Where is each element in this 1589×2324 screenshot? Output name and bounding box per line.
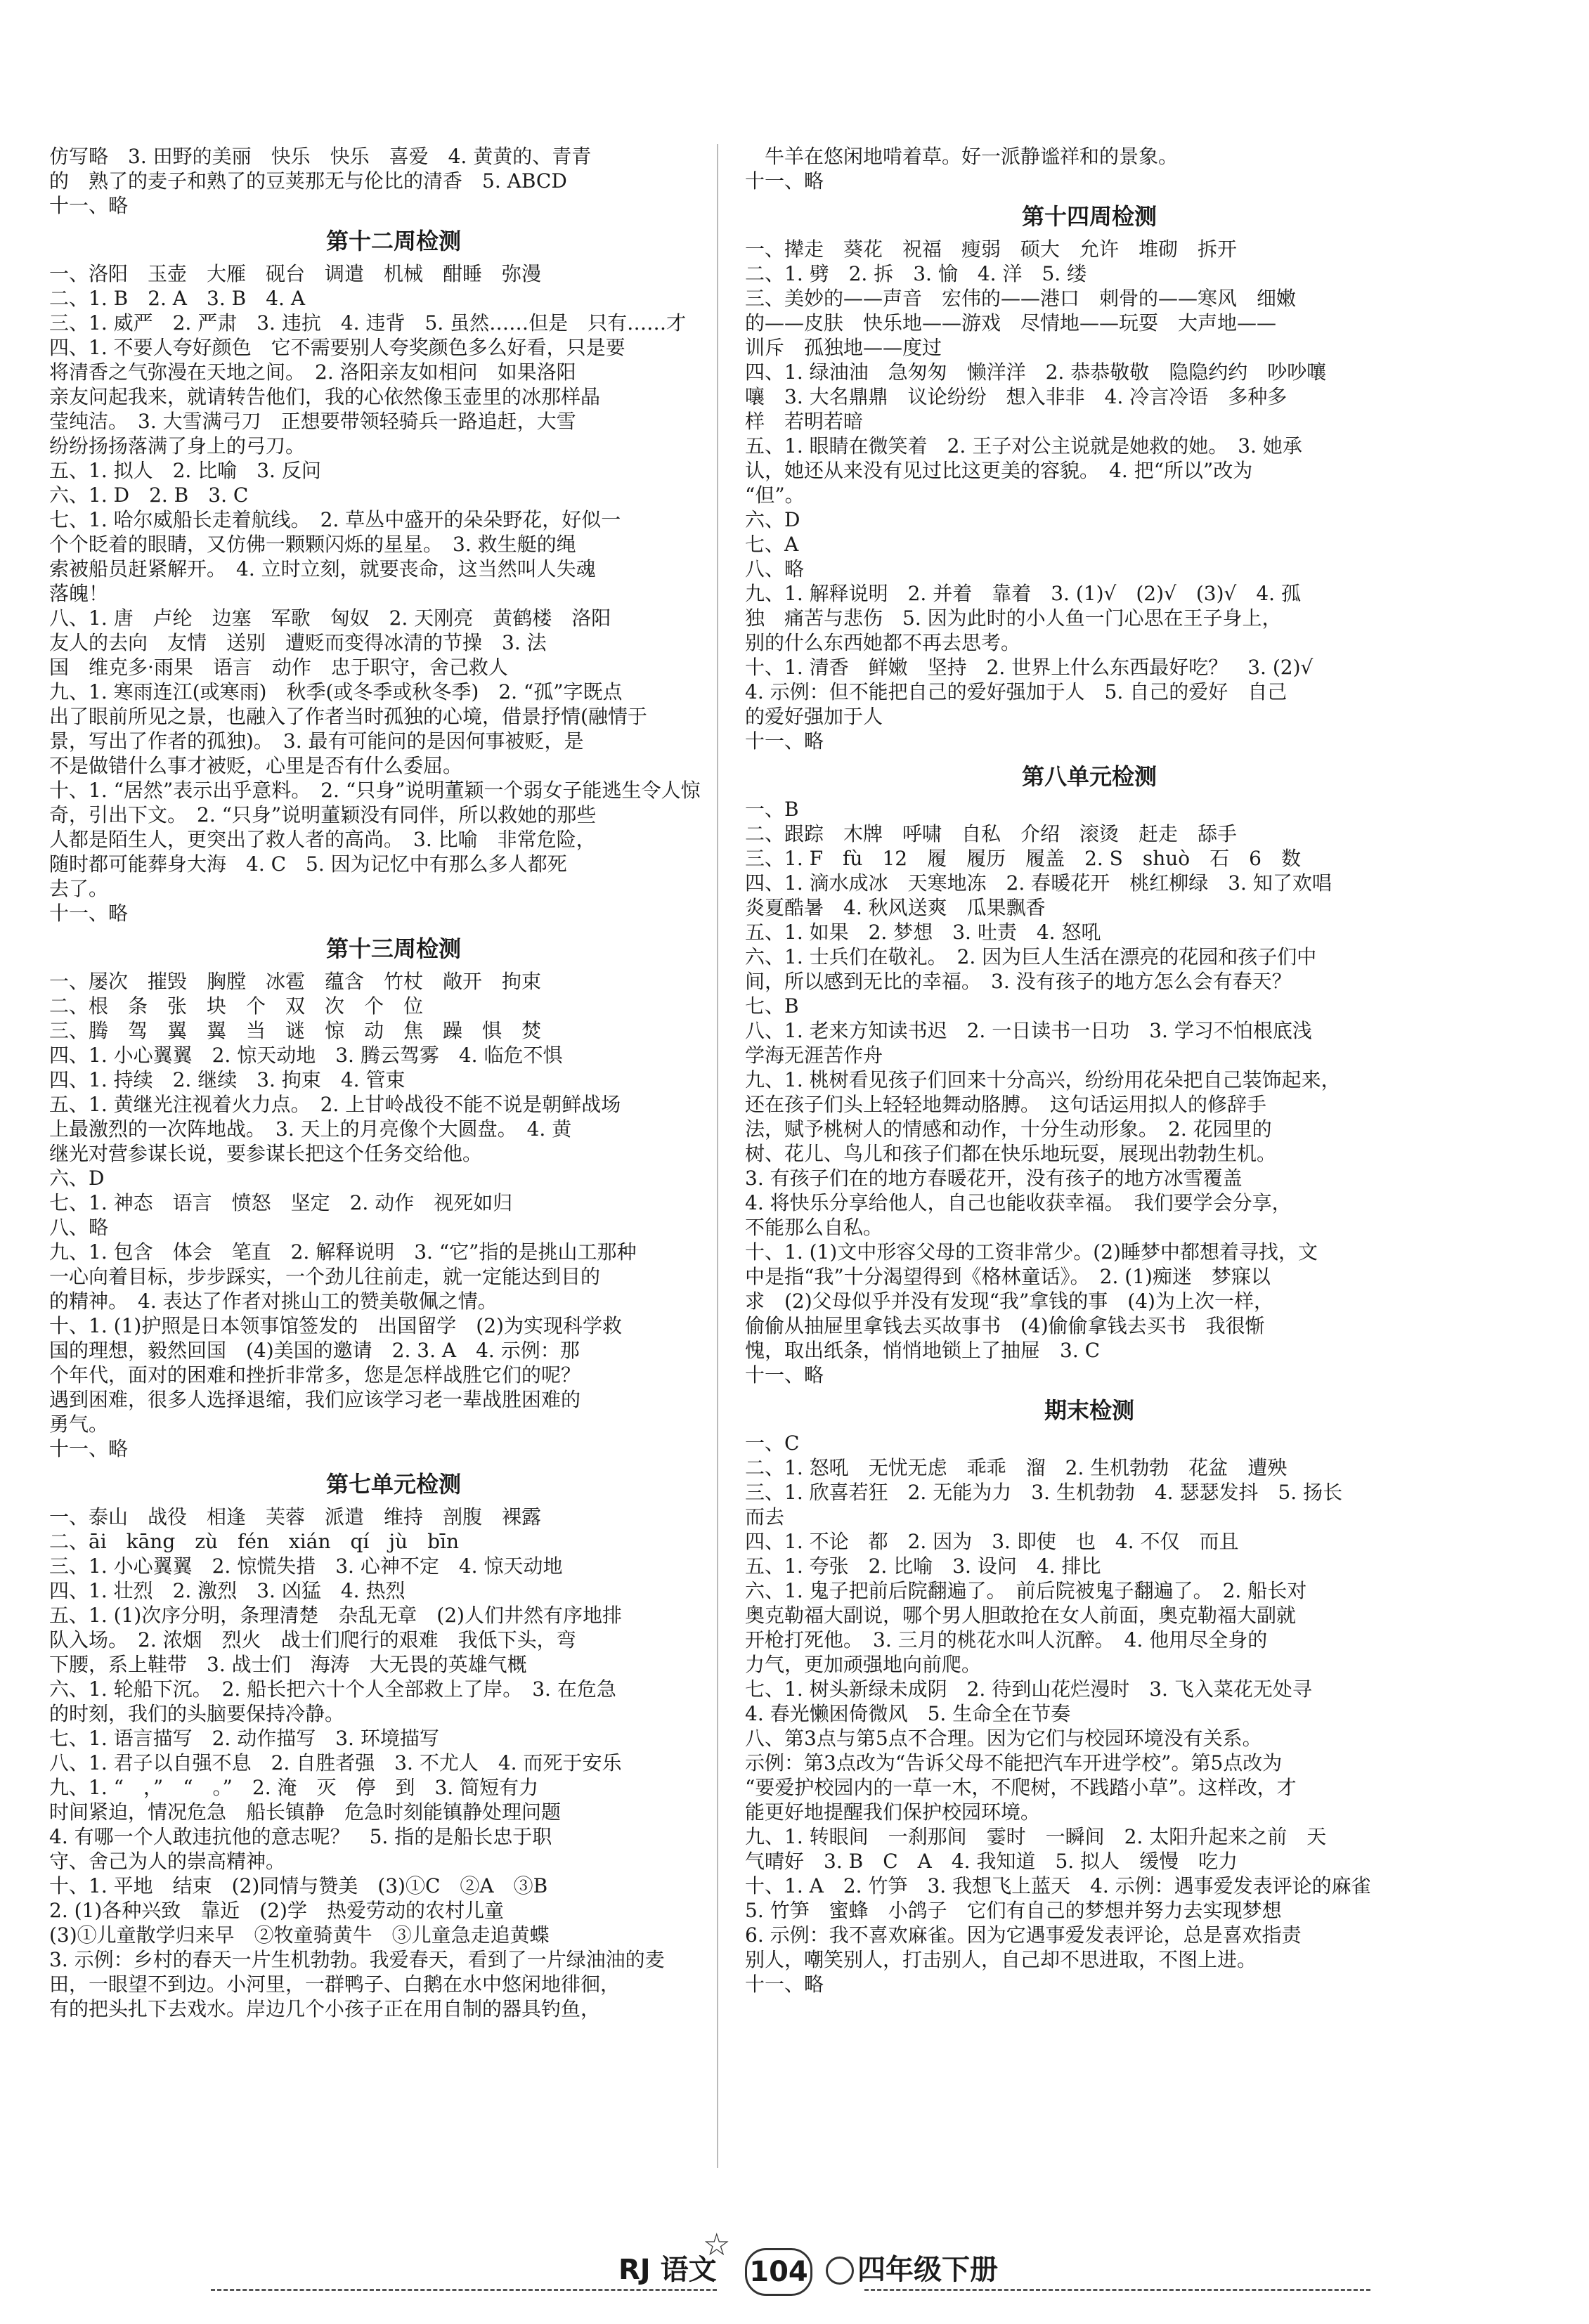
answer-line: 气晴好 3. B C A 4. 我知道 5. 拟人 缓慢 吃力 [745, 1850, 1238, 1873]
right-column [745, 144, 1434, 1997]
answer-line: 三、1. 威严 2. 严肃 3. 违抗 4. 违背 5. 虽然……但是 只有……才 [49, 311, 687, 335]
answer-line: 一、撵走 葵花 祝福 瘦弱 硕大 允许 堆砌 拆开 [745, 238, 1238, 261]
answer-line: 守、舍己为人的崇高精神。 [49, 1850, 286, 1873]
page-number: 104 [745, 2248, 812, 2296]
answer-line: 3. 有孩子们在的地方春暖花开，没有孩子的地方冰雪覆盖 [745, 1167, 1243, 1190]
answer-line: 嚷 3. 大名鼎鼎 议论纷纷 想入非非 4. 冷言冷语 多种多 [745, 385, 1288, 408]
answer-line: 3. 示例：乡村的春天一片生机勃勃。我爱春天，看到了一片绿油油的麦 [49, 1948, 665, 1971]
answer-line: 八、1. 君子以自强不息 2. 自胜者强 3. 不尤人 4. 而死于安乐 [49, 1751, 622, 1774]
answer-line: 九、1. 转眼间 一刹那间 霎时 一瞬间 2. 太阳升起来之前 天 [745, 1825, 1327, 1848]
answer-line: 十一、略 [49, 194, 129, 217]
answer-line: 七、1. 树头新绿未成阴 2. 待到山花烂漫时 3. 飞入菜花无处寻 [745, 1677, 1312, 1701]
answer-line: 九、1. “ ，” “ 。” 2. 淹 灭 停 到 3. 简短有力 [49, 1776, 539, 1799]
answer-line: 能更好地提醒我们保护校园环境。 [745, 1800, 1041, 1824]
answer-line: 的时刻，我们的头脑要保持冷静。 [49, 1702, 345, 1725]
answer-line: 而去 [745, 1505, 785, 1528]
answer-line: 将清香之气弥漫在天地之间。 2. 洛阳亲友如相问 如果洛阳 [49, 361, 576, 384]
answer-line: 六、1. 鬼子把前后院翻遍了。 前后院被鬼子翻遍了。 2. 船长对 [745, 1579, 1307, 1602]
answer-line: 样 若明若暗 [745, 410, 864, 433]
answer-line: 三、腾 驾 翼 翼 当 谜 惊 动 焦 躁 惧 焚 [49, 1019, 542, 1042]
answer-line: 五、1. 如果 2. 梦想 3. 吐责 4. 怒吼 [745, 921, 1101, 944]
answer-line: 田，一眼望不到边。小河里，一群鸭子、白鹅在水中悠闲地徘徊， [49, 1973, 621, 1996]
answer-line: 友人的去向 友情 送别 遭贬而变得冰清的节操 3. 法 [49, 631, 547, 654]
answer-line: 十一、略 [745, 1363, 824, 1387]
answer-line: 三、1. 欣喜若狂 2. 无能为力 3. 生机勃勃 4. 瑟瑟发抖 5. 扬长 [745, 1481, 1343, 1504]
answer-line: 十、1. (1)护照是日本领事馆签发的 出国留学 (2)为实现科学救 [49, 1314, 622, 1337]
answer-line: 八、第3点与第5点不合理。因为它们与校园环境没有关系。 [745, 1727, 1262, 1750]
answer-line: 莹纯洁。 3. 大雪满弓刀 正想要带领轻骑兵一路追赶，大雪 [49, 410, 576, 433]
answer-line: 求 (2)父母似乎并没有发现“我”拿钱的事 (4)为上次一样， [745, 1290, 1273, 1313]
answer-line: 二、1. 劈 2. 拆 3. 愉 4. 洋 5. 缕 [745, 262, 1087, 285]
section-title: 期末检测 [1044, 1397, 1134, 1424]
footer-grade: 四年级下册 [857, 2254, 998, 2286]
answer-line: 七、1. 神态 语言 愤怒 坚定 2. 动作 视死如归 [49, 1191, 513, 1214]
section-title: 第七单元检测 [325, 1471, 461, 1498]
answer-line: 仿写略 3. 田野的美丽 快乐 快乐 喜爱 4. 黄黄的、青青 [49, 145, 592, 168]
answer-line: 二、跟踪 木牌 呼啸 自私 介绍 滚烫 赶走 舔手 [745, 822, 1238, 845]
answer-line: 4. 示例：但不能把自己的爱好强加于人 5. 自己的爱好 自己 [745, 680, 1288, 703]
answer-line: 学海无涯苦作舟 [745, 1044, 883, 1067]
answer-line: 国 维克多·雨果 语言 动作 忠于职守，舍己救人 [49, 656, 508, 679]
answer-line: 九、1. 解释说明 2. 并着 靠着 3. (1)√ (2)√ (3)√ 4. 孤 [745, 582, 1301, 605]
answer-line: 六、1. 轮船下沉。 2. 船长把六十个人全部救上了岸。 3. 在危急 [49, 1677, 616, 1701]
answer-line: 三、1. 小心翼翼 2. 惊慌失措 3. 心神不定 4. 惊天动地 [49, 1554, 563, 1578]
answer-line: 七、1. 哈尔威船长走着航线。 2. 草丛中盛开的朵朵野花，好似一 [49, 508, 621, 531]
answer-line: 三、美妙的——声音 宏伟的——港口 刺骨的——寒风 细嫩 [745, 287, 1297, 310]
answer-line: 的——皮肤 快乐地——游戏 尽情地——玩耍 大声地—— [745, 311, 1277, 335]
answer-line: 落魄！ [49, 582, 109, 605]
answer-line: 国的理想，毅然回国 (4)美国的邀请 2. 3. A 4. 示例：那 [49, 1339, 580, 1362]
answer-line: 4. 有哪一个人敢违抗他的意志呢？ 5. 指的是船长忠于职 [49, 1825, 552, 1848]
answer-line: 奥克勒福大副说，哪个男人胆敢抢在女人前面，奥克勒福大副就 [745, 1604, 1297, 1627]
answer-line: 继光对营参谋长说，要参谋长把这个任务交给他。 [49, 1142, 483, 1165]
answer-line: 训斥 孤独地——度过 [745, 336, 942, 359]
answer-line: 八、1. 唐 卢纶 边塞 军歌 匈奴 2. 天刚亮 黄鹤楼 洛阳 [49, 606, 611, 630]
answer-line: 十一、略 [49, 1437, 129, 1460]
answer-line: 七、1. 语言描写 2. 动作描写 3. 环境描写 [49, 1727, 439, 1750]
answer-line: 个个眨着的眼睛，又仿佛一颗颗闪烁的星星。 3. 救生艇的绳 [49, 533, 576, 556]
answer-line: 出了眼前所见之景，也融入了作者当时孤独的心境，借景抒情(融情于 [49, 705, 647, 728]
answer-line: 十、1. 平地 结束 (2)同情与赞美 (3)①C ②A ③B [49, 1874, 548, 1897]
answer-line: 纷纷扬扬落满了身上的弓刀。 [49, 434, 306, 457]
answer-line: 十一、略 [49, 902, 129, 925]
answer-line: 4. 春光懒困倚微风 5. 生命全在节奏 [745, 1702, 1071, 1725]
answer-line: 索被船员赶紧解开。 4. 立时立刻，就要丧命，这当然叫人失魂 [49, 557, 596, 580]
answer-line: (3)①儿童散学归来早 ②牧童骑黄牛 ③儿童急走追黄蝶 [49, 1923, 550, 1947]
answer-line: 的爱好强加于人 [745, 705, 883, 728]
answer-line: 的 熟了的麦子和熟了的豆荚那无与伦比的清香 5. ABCD [49, 169, 567, 193]
answer-line: 力气，更加顽强地向前爬。 [745, 1653, 982, 1676]
answer-line: 四、1. 持续 2. 继续 3. 拘束 4. 管束 [49, 1068, 406, 1091]
footer-rule-left [211, 2289, 717, 2291]
answer-line: 牛羊在悠闲地啃着草。好一派静谧祥和的景象。 [745, 145, 1179, 168]
answer-line: 队入场。 2. 浓烟 烈火 战士们爬行的艰难 我低下头，弯 [49, 1628, 576, 1651]
answer-line: 六、1. 士兵们在敬礼。 2. 因为巨人生活在漂亮的花园和孩子们中 [745, 945, 1317, 968]
answer-line: 五、1. 黄继光注视着火力点。 2. 上甘岭战役不能不说是朝鲜战场 [49, 1093, 621, 1116]
answer-line: 四、1. 不要人夸好颜色 它不需要别人夸奖颜色多么好看，只是要 [49, 336, 625, 359]
footer-rule-right [864, 2289, 1370, 2291]
answer-line: 六、1. D 2. B 3. C [49, 483, 249, 507]
answer-line: 八、1. 老来方知读书迟 2. 一日读书一日功 3. 学习不怕根底浅 [745, 1019, 1312, 1042]
answer-line: 一心向着目标，步步踩实，一个劲儿往前走，就一定能达到目的 [49, 1265, 601, 1288]
answer-line: 九、1. 桃树看见孩子们回来十分高兴，纷纷用花朵把自己装饰起来， [745, 1068, 1341, 1091]
answer-line: 偷偷从抽屉里拿钱去买故事书 (4)偷偷拿钱去买书 我很惭 [745, 1314, 1265, 1337]
answer-line: 六、D [49, 1167, 105, 1190]
answer-line: 二、1. B 2. A 3. B 4. A [49, 287, 306, 310]
answer-line: 遇到困难，很多人选择退缩，我们应该学习老一辈战胜困难的 [49, 1388, 581, 1411]
answer-line: 5. 竹笋 蜜蜂 小鸽子 它们有自己的梦想并努力去实现梦想 [745, 1899, 1282, 1922]
answer-line: 认，她还从来没有见过比这更美的容貌。 4. 把“所以”改为 [745, 459, 1253, 482]
answer-line: 亲友问起我来，就请转告他们，我的心依然像玉壶里的冰那样晶 [49, 385, 601, 408]
answer-line: 五、1. 拟人 2. 比喻 3. 反问 [49, 459, 321, 482]
answer-line: 下腰，系上鞋带 3. 战士们 海涛 大无畏的英雄气概 [49, 1653, 527, 1676]
answer-line: 别的什么东西她都不再去思考。 [745, 631, 1021, 654]
answer-line: 随时都可能葬身大海 4. C 5. 因为记忆中有那么多人都死 [49, 852, 567, 876]
answer-line: 不是做错什么事才被贬，心里是否有什么委屈。 [49, 754, 463, 777]
answer-line: 七、B [745, 994, 799, 1018]
answer-line: 4. 将快乐分享给他人，自己也能收获幸福。 我们要学会分享， [745, 1191, 1292, 1214]
answer-line: 二、āi kāng zù fén xián qí jù bīn [49, 1530, 459, 1553]
answer-line: 树、花儿、鸟儿和孩子们都在快乐地玩耍，展现出勃勃生机。 [745, 1142, 1277, 1165]
answer-line: 愧，取出纸条，悄悄地锁上了抽屉 3. C [745, 1339, 1101, 1362]
answer-line: 十、1. (1)文中形容父母的工资非常少。(2)睡梦中都想着寻找，文 [745, 1240, 1318, 1264]
answer-line: 勇气。 [49, 1413, 109, 1436]
left-column [49, 144, 738, 2021]
answer-line: 的精神。 4. 表达了作者对挑山工的赞美敬佩之情。 [49, 1290, 498, 1313]
section-title: 第十三周检测 [325, 935, 461, 962]
answer-line: 十一、略 [745, 169, 824, 193]
answer-line: 十、1. 清香 鲜嫩 坚持 2. 世界上什么东西最好吃？ 3. (2)√ [745, 656, 1314, 679]
page-footer [0, 2227, 1589, 2309]
answer-line: 四、1. 小心翼翼 2. 惊天动地 3. 腾云驾雾 4. 临危不惧 [49, 1044, 563, 1067]
answer-line: 二、根 条 张 块 个 双 次 个 位 [49, 994, 424, 1018]
answer-line: 十一、略 [745, 729, 824, 753]
footer-subject: RJ 语文 [618, 2254, 717, 2286]
answer-line: 一、C [745, 1432, 800, 1455]
answer-line: 九、1. 寒雨连江(或寒雨) 秋季(或冬季或秋冬季) 2. “孤”字既点 [49, 680, 623, 703]
answer-line: 2. (1)各种兴致 靠近 (2)学 热爱劳动的农村儿童 [49, 1899, 504, 1922]
answer-line: “但”。 [745, 483, 805, 507]
answer-line: 时间紧迫，情况危急 船长镇静 危急时刻能镇静处理问题 [49, 1800, 562, 1824]
answer-line: 景，写出了作者的孤独)。 3. 最有可能问的是因何事被贬，是 [49, 729, 584, 753]
answer-line: 八、略 [745, 557, 805, 580]
answer-line: 别人，嘲笑别人，打击别人，自己却不思进取，不图上进。 [745, 1948, 1257, 1971]
answer-line: 人都是陌生人，更突出了救人者的高尚。 3. 比喻 非常危险， [49, 828, 596, 851]
answer-line: 五、1. 夸张 2. 比喻 3. 设问 4. 排比 [745, 1554, 1101, 1578]
star-decoration-icon: ☆ [703, 2227, 731, 2263]
answer-line: 五、1. 眼睛在微笑着 2. 王子对公主说就是她救的她。 3. 她承 [745, 434, 1302, 457]
answer-line: 一、屡次 摧毁 胸膛 冰雹 蕴含 竹杖 敞开 拘束 [49, 970, 542, 993]
answer-line: 一、B [745, 798, 799, 821]
answer-line: 开枪打死他。 3. 三月的桃花水叫人沉醉。 4. 他用尽全身的 [745, 1628, 1268, 1651]
answer-line: 八、略 [49, 1216, 109, 1239]
answer-line: 法，赋予桃树人的情感和动作，十分生动形象。 2. 花园里的 [745, 1117, 1272, 1141]
answer-line: 间，所以感到无比的幸福。 3. 没有孩子的地方怎么会有春天？ [745, 970, 1292, 993]
answer-line: “要爱护校园内的一草一木，不爬树，不践踏小草”。这样改，才 [745, 1776, 1297, 1799]
answer-line: 一、洛阳 玉壶 大雁 砚台 调遣 机械 酣睡 弥漫 [49, 262, 542, 285]
answer-line: 十一、略 [745, 1973, 824, 1996]
answer-line: 九、1. 包含 体会 笔直 2. 解释说明 3. “它”指的是挑山工那种 [49, 1240, 637, 1264]
answer-line: 四、1. 不论 都 2. 因为 3. 即使 也 4. 不仅 而且 [745, 1530, 1239, 1553]
answer-line: 十、1. “居然”表示出乎意料。 2. “只身”说明董颖一个弱女子能逃生令人惊 [49, 779, 701, 802]
answer-line: 不能那么自私。 [745, 1216, 883, 1239]
answer-line: 去了。 [49, 877, 109, 900]
answer-line: 炎夏酷暑 4. 秋风送爽 瓜果飘香 [745, 896, 1046, 919]
circle-decoration-icon [826, 2257, 854, 2285]
answer-line: 四、1. 滴水成冰 天寒地冻 2. 春暖花开 桃红柳绿 3. 知了欢唱 [745, 871, 1332, 895]
answer-line: 四、1. 绿油油 急匆匆 懒洋洋 2. 恭恭敬敬 隐隐约约 吵吵嚷 [745, 361, 1327, 384]
answer-line: 个年代，面对的困难和挫折非常多，您是怎样战胜它们的呢？ [49, 1363, 581, 1387]
answer-line: 上最激烈的一次阵地战。 3. 天上的月亮像个大圆盘。 4. 黄 [49, 1117, 572, 1141]
answer-line: 还在孩子们头上轻轻地舞动胳膊。 这句话运用拟人的修辞手 [745, 1093, 1267, 1116]
answer-line: 二、1. 怒吼 无忧无虑 乖乖 溜 2. 生机勃勃 花盆 遭殃 [745, 1456, 1288, 1479]
answer-line: 中是指“我”十分渴望得到《格林童话》。 2. (1)痴迷 梦寐以 [745, 1265, 1271, 1288]
answer-line: 四、1. 壮烈 2. 激烈 3. 凶猛 4. 热烈 [49, 1579, 406, 1602]
section-title: 第十二周检测 [325, 228, 461, 254]
answer-line: 七、A [745, 533, 799, 556]
answer-line: 六、D [745, 508, 800, 531]
section-title: 第八单元检测 [1021, 763, 1157, 790]
answer-line: 五、1. (1)次序分明，条理清楚 杂乱无章 (2)人们井然有序地排 [49, 1604, 622, 1627]
answer-line: 独 痛苦与悲伤 5. 因为此时的小人鱼一门心思在王子身上， [745, 606, 1282, 630]
answer-line: 一、泰山 战役 相逢 芙蓉 派遣 维持 剖腹 裸露 [49, 1505, 542, 1528]
answer-line: 6. 示例：我不喜欢麻雀。因为它遇事爱发表评论，总是喜欢指责 [745, 1923, 1302, 1947]
answer-line: 三、1. F fù 12 履 履历 履盖 2. S shuò 石 6 数 [745, 847, 1301, 870]
section-title: 第十四周检测 [1021, 203, 1157, 230]
answer-line: 十、1. A 2. 竹笋 3. 我想飞上蓝天 4. 示例：遇事爱发表评论的麻雀 [745, 1874, 1371, 1897]
answer-line: 有的把头扎下去戏水。岸边几个小孩子正在用自制的器具钓鱼， [49, 1997, 601, 2020]
column-divider [717, 144, 718, 2168]
answer-line: 奇，引出下文。 2. “只身”说明董颖没有同伴，所以救她的那些 [49, 803, 597, 826]
answer-line: 示例：第3点改为“告诉父母不能把汽车开进学校”。第5点改为 [745, 1751, 1283, 1774]
